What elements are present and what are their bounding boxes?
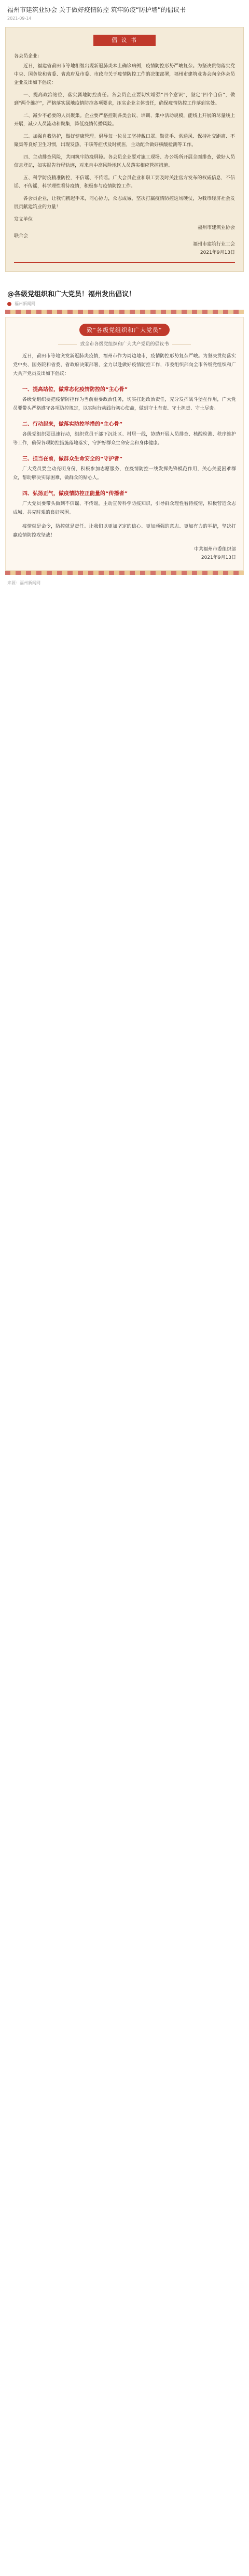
proposal-subtitle: 致全市各级党组织和广大共产党员的倡议书 — [13, 340, 236, 347]
source-logo-icon — [7, 302, 11, 306]
letter-card — [5, 27, 244, 272]
letter-signature-block — [14, 215, 235, 257]
signature-date: 2021年9月13日 — [201, 555, 236, 560]
proposal-signature — [13, 545, 236, 562]
signature-line: 联合会 — [14, 234, 29, 239]
signature-line: 中共福州市委组织部 — [193, 547, 236, 552]
proposal-body: 广大党员要带头做到不信谣、不传谣，主动宣传科学防疫知识，引导群众理性看待疫情，积极营造众志成城、共克时艰的良好氛围。 — [13, 501, 236, 515]
proposal-heading: 四、弘扬正气，做疫情防控正能量的“传播者” — [22, 491, 128, 497]
signature-line: 福州市建筑行业工会 — [192, 242, 235, 247]
proposal-closing: 疫情就是命令，防控就是责任。让我们以更加坚定的信心、更加顽强的意志、更加有力的举措，坚决打赢疫情防控攻坚战！ — [13, 524, 236, 538]
decorative-banner — [5, 571, 244, 575]
proposal-card — [5, 317, 244, 571]
signature-line: 发文单位 — [14, 217, 33, 222]
letter-paragraph: 五、科学防疫精准防控，不信谣、不传谣。广大会员企业和职工要及时关注官方发布的权威信息，不信谣、不传谣，科学理性看待疫情，积极参与疫情防控工作。 — [14, 176, 235, 189]
section-gap — [0, 272, 249, 285]
section-source — [0, 301, 249, 310]
proposal-heading: 一、提高站位，做常态化疫情防控的“主心骨” — [22, 387, 128, 393]
article-date: 2021-09-14 — [7, 16, 32, 21]
proposal-body: 广大党员要主动亮明身份，积极参加志愿服务，在疫情防控一线发挥先锋模范作用，关心关爱困难群众，帮助解决实际困难，做群众的贴心人。 — [13, 467, 236, 481]
proposal-badge: 致“各级党组织和广大党员” — [79, 324, 169, 336]
proposal-heading: 三、担当在前，做群众生命安全的“守护者” — [22, 456, 123, 462]
letter-paragraph: 二、减少不必要的人员聚集。企业要严格控制各类会议、培训、集中活动规模，能线上开展的尽量线上开展，减少人员流动和聚集，降低疫情传播风险。 — [14, 113, 235, 127]
section-title: @各级党组织和广大党员！福州发出倡议！ — [7, 291, 136, 298]
article-title: 福州市建筑业协会 关于做好疫情防控 筑牢防疫“防护墙”的倡议书 — [7, 6, 186, 13]
proposal-heading: 二、行动起来，做落实防控举措的“主心骨” — [22, 422, 123, 427]
proposal-body: 各级党组织要迅速行动，组织党员干部下沉社区、村居一线，协助开展人员排查、核酸检测、秩序维护等工作，确保各项防控措施落地落实，守护好群众生命安全和身体健康。 — [13, 432, 236, 446]
letter-greeting: 各会员企业： — [14, 54, 43, 59]
signature-line: 福州市建筑业协会 — [197, 225, 235, 230]
signature-date: 2021年9月13日 — [200, 250, 235, 255]
divider — [14, 262, 235, 263]
proposal-intro: 近日，莆田市等地突发新冠肺炎疫情，福州市作为周边地市，疫情防控形势复杂严峻。为坚决贯彻落实党中央、国务院和省委、省政府决策部署，全力以赴做好疫情防控工作，市委组织部向全市各级党组织和广大共产党员发出如下倡议： — [13, 354, 236, 377]
letter-paragraph: 四、主动排查风险，共同筑牢防疫屏障。各会员企业要对施工现场、办公场所开展全面排查，做好人员信息登记，如实报告行程轨迹，对来自中高风险地区人员落实相应管控措施。 — [14, 155, 235, 168]
decorative-banner — [5, 310, 244, 314]
letter-paragraph: 三、加强自我防护，做好健康管理。倡导每一位员工坚持戴口罩、勤洗手、常通风、保持社交距离、不聚集等良好卫生习惯，出现发热、干咳等症状及时就医，主动配合做好核酸检测等工作。 — [14, 134, 235, 148]
letter-paragraph: 各会员企业，让我们携起手来，同心协力，众志成城，坚决打赢疫情防控这场硬仗，为我市经济社会发展贡献建筑业的力量！ — [14, 196, 235, 210]
letter-badge: 倡 议 书 — [93, 35, 156, 46]
source-name: 福州新闻网 — [15, 301, 35, 306]
proposal-body: 各级党组织要把疫情防控作为当前重要政治任务，切实扛起政治责任，充分发挥战斗堡垒作用，广大党员要带头严格遵守各项防控规定，以实际行动践行初心使命，做到守土有责、守土担责、守土尽责。 — [13, 397, 236, 411]
article-header — [0, 0, 249, 24]
letter-paragraph: 近日，福建省莆田市等地相继出现新冠肺炎本土确诊病例，疫情防控形势严峻复杂。为坚决贯彻落实党中央、国务院和省委、省政府及市委、市政府关于疫情防控工作的决策部署，福州市建筑业协会向全体会员企业发出如下倡议： — [14, 64, 235, 85]
letter-paragraph: 一、提高政治站位，落实属地防控责任。各会员企业要切实增强“四个意识”，坚定“四个自信”，做到“两个维护”，严格落实属地疫情防控各项要求，压实企业主体责任，确保疫情防控工作落到实处。 — [14, 93, 235, 106]
footer-source: 来源：福州新闻网 — [7, 581, 40, 585]
